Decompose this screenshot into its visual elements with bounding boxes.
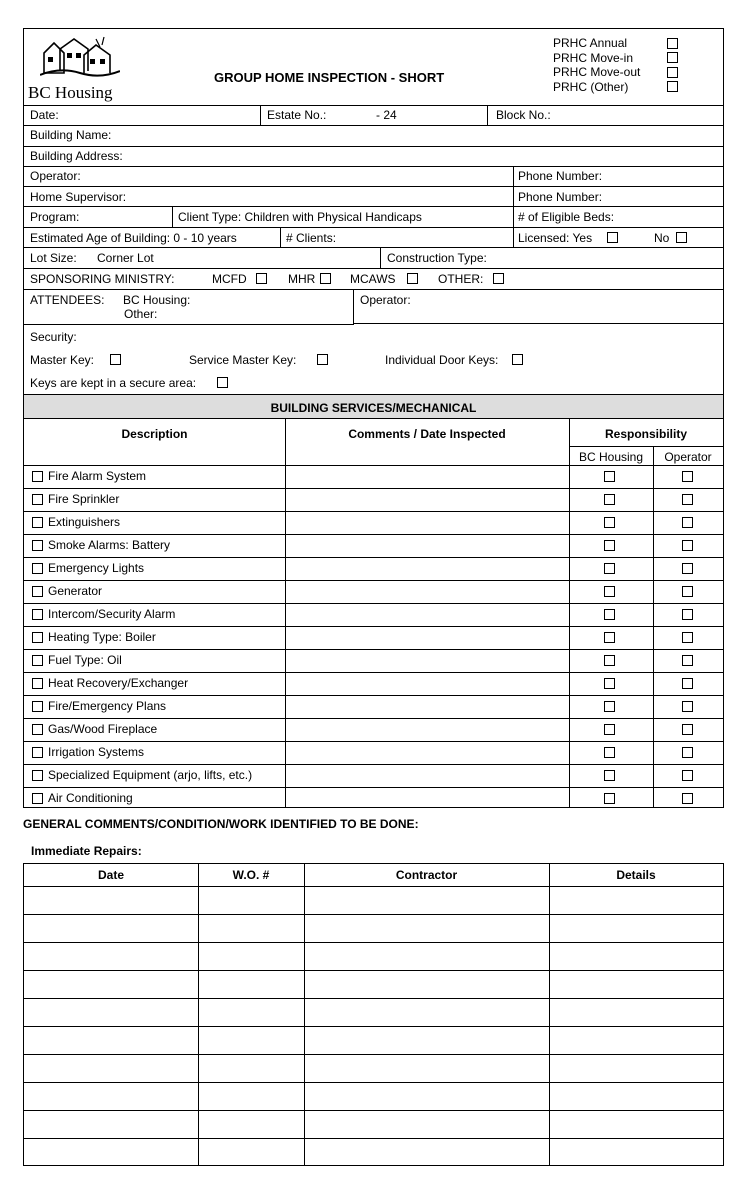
operator-label: Operator: xyxy=(30,169,81,183)
est-age-label: Estimated Age of Building: 0 - 10 years xyxy=(30,231,237,245)
bc-housing-checkbox[interactable] xyxy=(604,586,615,597)
bc-housing-checkbox[interactable] xyxy=(604,471,615,482)
bc-housing-checkbox[interactable] xyxy=(604,747,615,758)
bc-housing-checkbox[interactable] xyxy=(604,540,615,551)
mechanical-item-label: Heating Type: Boiler xyxy=(48,630,156,644)
sponsoring-ministry-label: SPONSORING MINISTRY: xyxy=(30,272,175,286)
item-checkbox[interactable] xyxy=(32,747,43,758)
lot-size-value: Corner Lot xyxy=(97,251,154,265)
attendees-bc-housing-label: BC Housing: xyxy=(123,293,191,307)
service-master-key-label: Service Master Key: xyxy=(189,353,297,367)
operator-checkbox[interactable] xyxy=(682,471,693,482)
operator-checkbox[interactable] xyxy=(682,517,693,528)
operator-checkbox[interactable] xyxy=(682,701,693,712)
licensed-no-checkbox[interactable] xyxy=(676,232,687,243)
repairs-col-date: Date xyxy=(97,868,124,882)
mhr-checkbox[interactable] xyxy=(320,273,331,284)
repairs-row-line xyxy=(24,886,723,887)
inspection-form xyxy=(23,28,724,808)
service-master-key-checkbox[interactable] xyxy=(317,354,328,365)
item-checkbox[interactable] xyxy=(32,540,43,551)
item-checkbox[interactable] xyxy=(32,678,43,689)
repairs-row-line xyxy=(24,1110,723,1111)
mhr-label: MHR xyxy=(288,272,316,286)
prhc-other-checkbox[interactable] xyxy=(667,81,678,92)
col-operator: Operator xyxy=(664,450,712,464)
general-comments-heading: GENERAL COMMENTS/CONDITION/WORK IDENTIFIED TO BE DONE: xyxy=(23,817,419,831)
repairs-col-wo: W.O. # xyxy=(232,868,270,882)
repairs-col-contractor: Contractor xyxy=(395,868,458,882)
attendees-label: ATTENDEES: xyxy=(30,293,105,307)
col-responsibility: Responsibility xyxy=(604,427,687,441)
repairs-row-line xyxy=(24,1054,723,1055)
operator-checkbox[interactable] xyxy=(682,632,693,643)
individual-door-keys-checkbox[interactable] xyxy=(512,354,523,365)
lot-size-label: Lot Size: xyxy=(30,251,77,265)
attendees-operator-label: Operator: xyxy=(360,293,411,307)
prhc-moveout-label: PRHC Move-out xyxy=(553,65,641,79)
mechanical-item-label: Fuel Type: Oil xyxy=(48,653,122,667)
bc-housing-checkbox[interactable] xyxy=(604,563,615,574)
col-description: Description xyxy=(121,427,188,441)
mcfd-label: MCFD xyxy=(212,272,247,286)
operator-checkbox[interactable] xyxy=(682,724,693,735)
repairs-col-details: Details xyxy=(616,868,656,882)
prhc-movein-label: PRHC Move-in xyxy=(553,51,634,65)
mechanical-item-label: Gas/Wood Fireplace xyxy=(48,722,158,736)
mechanical-item-label: Fire/Emergency Plans xyxy=(48,699,167,713)
item-checkbox[interactable] xyxy=(32,586,43,597)
operator-checkbox[interactable] xyxy=(682,655,693,666)
item-checkbox[interactable] xyxy=(32,471,43,482)
prhc-annual-label: PRHC Annual xyxy=(553,36,628,50)
mechanical-item-label: Irrigation Systems xyxy=(48,745,145,759)
item-checkbox[interactable] xyxy=(32,563,43,574)
repairs-row-line xyxy=(24,1138,723,1139)
other-ministry-checkbox[interactable] xyxy=(493,273,504,284)
item-checkbox[interactable] xyxy=(32,701,43,712)
form-title: GROUP HOME INSPECTION - SHORT xyxy=(214,70,445,85)
client-type-label: Client Type: Children with Physical Handicaps xyxy=(178,210,422,224)
program-label: Program: xyxy=(30,210,80,224)
item-checkbox[interactable] xyxy=(32,609,43,620)
licensed-yes-checkbox[interactable] xyxy=(607,232,618,243)
mechanical-item-label: Air Conditioning xyxy=(48,791,133,805)
item-checkbox[interactable] xyxy=(32,655,43,666)
repairs-row-line xyxy=(24,1082,723,1083)
item-checkbox[interactable] xyxy=(32,632,43,643)
mechanical-item-label: Emergency Lights xyxy=(48,561,145,575)
mechanical-item-label: Specialized Equipment (arjo, lifts, etc.) xyxy=(48,768,253,782)
item-checkbox[interactable] xyxy=(32,724,43,735)
bc-housing-logo xyxy=(40,35,120,77)
master-key-label: Master Key: xyxy=(30,353,95,367)
individual-door-keys-label: Individual Door Keys: xyxy=(385,353,499,367)
repairs-row-line xyxy=(24,942,723,943)
bc-housing-checkbox[interactable] xyxy=(604,655,615,666)
mechanical-item-label: Fire Sprinkler xyxy=(48,492,120,506)
prhc-other-label: PRHC (Other) xyxy=(553,80,629,94)
home-supervisor-label: Home Supervisor: xyxy=(30,190,127,204)
licensed-no-label: No xyxy=(654,231,670,245)
bc-housing-checkbox[interactable] xyxy=(604,678,615,689)
bc-housing-checkbox[interactable] xyxy=(604,770,615,781)
estate-label: Estate No.: xyxy=(267,108,327,122)
logo-text: BC Housing xyxy=(28,83,113,102)
bc-housing-checkbox[interactable] xyxy=(604,701,615,712)
repairs-row-line xyxy=(24,998,723,999)
block-label: Block No.: xyxy=(496,108,551,122)
item-checkbox[interactable] xyxy=(32,494,43,505)
mechanical-item-label: Generator xyxy=(48,584,103,598)
bc-housing-checkbox[interactable] xyxy=(604,632,615,643)
operator-checkbox[interactable] xyxy=(682,770,693,781)
prhc-annual-checkbox[interactable] xyxy=(667,38,678,49)
mechanical-item-label: Intercom/Security Alarm xyxy=(48,607,176,621)
building-address-label: Building Address: xyxy=(30,149,123,163)
licensed-label: Licensed: Yes xyxy=(518,231,593,245)
bc-housing-checkbox[interactable] xyxy=(604,609,615,620)
bc-housing-checkbox[interactable] xyxy=(604,724,615,735)
repairs-table xyxy=(23,863,724,1166)
operator-checkbox[interactable] xyxy=(682,609,693,620)
mechanical-section-title: BUILDING SERVICES/MECHANICAL xyxy=(270,401,477,415)
operator-checkbox[interactable] xyxy=(682,540,693,551)
bc-housing-checkbox[interactable] xyxy=(604,517,615,528)
prhc-movein-checkbox[interactable] xyxy=(667,52,678,63)
prhc-moveout-checkbox[interactable] xyxy=(667,67,678,78)
mechanical-item-label: Fire Alarm System xyxy=(48,469,147,483)
houses-icon xyxy=(40,35,120,77)
mechanical-item-label: Heat Recovery/Exchanger xyxy=(48,676,189,690)
immediate-repairs-label: Immediate Repairs: xyxy=(31,844,142,858)
operator-checkbox[interactable] xyxy=(682,563,693,574)
operator-checkbox[interactable] xyxy=(682,793,693,804)
mechanical-item-label: Smoke Alarms: Battery xyxy=(48,538,171,552)
mcaws-label: MCAWS xyxy=(350,272,396,286)
item-checkbox[interactable] xyxy=(32,517,43,528)
operator-checkbox[interactable] xyxy=(682,586,693,597)
bc-housing-checkbox[interactable] xyxy=(604,494,615,505)
keys-secure-checkbox[interactable] xyxy=(217,377,228,388)
building-name-label: Building Name: xyxy=(30,128,112,142)
item-checkbox[interactable] xyxy=(32,770,43,781)
item-checkbox[interactable] xyxy=(32,793,43,804)
phone-label-2: Phone Number: xyxy=(518,190,603,204)
master-key-checkbox[interactable] xyxy=(110,354,121,365)
operator-checkbox[interactable] xyxy=(682,678,693,689)
construction-type-label: Construction Type: xyxy=(387,251,487,265)
eligible-beds-label: # of Eligible Beds: xyxy=(518,210,615,224)
date-label: Date: xyxy=(30,108,59,122)
keys-secure-label: Keys are kept in a secure area: xyxy=(30,376,197,390)
bc-housing-checkbox[interactable] xyxy=(604,793,615,804)
repairs-row-line xyxy=(24,970,723,971)
operator-checkbox[interactable] xyxy=(682,494,693,505)
mcfd-checkbox[interactable] xyxy=(256,273,267,284)
repairs-row-line xyxy=(24,914,723,915)
col-comments: Comments / Date Inspected xyxy=(348,427,506,441)
estate-value: - 24 xyxy=(376,108,397,122)
operator-checkbox[interactable] xyxy=(682,747,693,758)
repairs-row-line xyxy=(24,1026,723,1027)
attendees-other-label: Other: xyxy=(124,307,158,321)
security-label: Security: xyxy=(30,330,77,344)
mechanical-item-label: Extinguishers xyxy=(48,515,121,529)
col-bc-housing: BC Housing xyxy=(578,450,644,464)
operator-divider xyxy=(353,323,723,324)
phone-label-1: Phone Number: xyxy=(518,169,603,183)
other-ministry-label: OTHER: xyxy=(438,272,484,286)
attendees-divider xyxy=(24,324,354,325)
mcaws-checkbox[interactable] xyxy=(407,273,418,284)
clients-label: # Clients: xyxy=(286,231,337,245)
